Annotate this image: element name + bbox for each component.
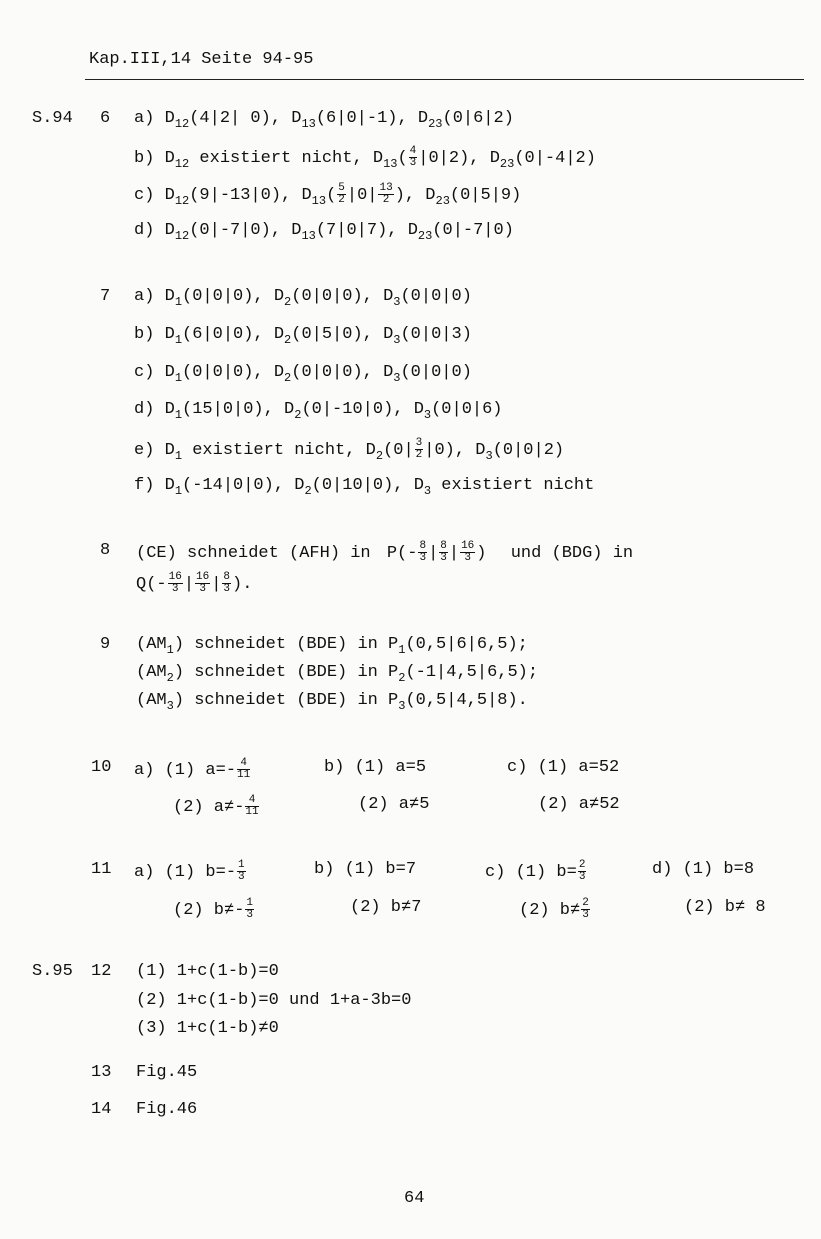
answer-12-3: (3) 1+c(1-b)≠0 (136, 1019, 279, 1038)
exercise-number: 7 (100, 287, 111, 306)
fraction: $\frac{8}{3}$ (440, 540, 447, 564)
fraction: $\frac{16}{3}$ (168, 571, 182, 595)
fraction: $\frac{1}{3}$ (246, 897, 254, 921)
answer-10b-1: b) (1) a=5 (324, 758, 427, 777)
fraction: $\frac{1}{3}$ (238, 859, 245, 883)
fraction: $\frac{2}{3}$ (578, 859, 586, 883)
answer-10a-1: a) (1) a=- $\frac{4}{11}$ (134, 757, 251, 781)
page-ref-s94: S.94 (32, 109, 73, 128)
answer-7a: a) $D_1(0|0|0)$, $D_2(0|0|0)$, $D_3(0|0|0)$ (134, 287, 472, 309)
answer-10a-2: (2) a≠- $\frac{4}{11}$ (173, 794, 259, 818)
answer-7b: b) $D_1(6|0|0)$, $D_2(0|5|0)$, $D_3(0|0|3)$ (134, 325, 472, 347)
answer-7d: d) $D_1(15|0|0)$, $D_2(0|-10|0)$, $D_3(0|0|6)$ (134, 400, 503, 422)
answer-8-line1: (CE) schneidet (AFH) in P(- $\frac{8}{3}$ | $\frac{8}{3}$ | $\frac{16}{3}$ ) und (BDG) in (136, 540, 634, 564)
answer-7c: c) $D_1(0|0|0)$, $D_2(0|0|0)$, $D_3(0|0|0)$ (134, 363, 472, 385)
exercise-number: 6 (100, 109, 111, 128)
answer-11d-1: d) (1) b=8 (652, 860, 755, 879)
answer-7f: f) $D_1(-14|0|0)$, $D_2(0|10|0)$, $D_3$ existiert nicht (134, 476, 595, 498)
exercise-number: 9 (100, 635, 111, 654)
answer-10c-1: c) (1) a=52 (507, 758, 620, 777)
answer-10c-2: (2) a≠52 (538, 795, 620, 814)
answer-12-2: (2) 1+c(1-b)=0 und 1+a-3b=0 (136, 991, 412, 1010)
fraction: $\frac{8}{3}$ (419, 540, 427, 564)
answer-12-1: (1) 1+c(1-b)=0 (136, 962, 279, 981)
answer-11b-1: b) (1) b=7 (314, 860, 417, 879)
answer-10b-2: (2) a≠5 (358, 795, 430, 814)
fraction: $\frac{3}{2}$ (415, 437, 423, 461)
fraction: $\frac{16}{3}$ (196, 571, 210, 595)
answer-7e: e) $D_1$ existiert nicht, $D_2(0|$ $\frac{3}{2}$ |0), $D_3(0|0|2)$ (134, 437, 565, 463)
header-rule (85, 79, 804, 80)
exercise-number: 10 (91, 758, 112, 777)
answer-13: Fig.45 (136, 1063, 198, 1082)
fraction: $\frac{4}{11}$ (245, 794, 259, 818)
exercise-number: 12 (91, 962, 112, 981)
answer-11a-1: a) (1) b=- $\frac{1}{3}$ (134, 859, 245, 883)
exercise-number: 11 (91, 860, 112, 879)
page-header: Kap.III,14 Seite 94-95 (89, 50, 314, 69)
fraction: $\frac{2}{3}$ (582, 897, 589, 921)
answer-9-line2: $(AM_2)$ schneidet (BDE) in $P_2(-1|4,5|6,5)$; (136, 663, 539, 685)
answer-8-line2: Q(- $\frac{16}{3}$ | $\frac{16}{3}$ | $\frac{8}{3}$ ). (136, 571, 253, 595)
page-number: 64 (404, 1189, 425, 1208)
answer-11c-2: (2) b≠ $\frac{2}{3}$ (519, 897, 589, 921)
fraction: $\frac{4}{11}$ (237, 757, 251, 781)
answer-11c-1: c) (1) b= $\frac{2}{3}$ (485, 859, 586, 883)
answer-9-line1: $(AM_1)$ schneidet (BDE) in $P_1(0,5|6|6,5)$; (136, 635, 528, 657)
answer-11d-2: (2) b≠ 8 (684, 898, 766, 917)
fraction: $\frac{8}{3}$ (223, 571, 231, 595)
answer-9-line3: $(AM_3)$ schneidet (BDE) in $P_3(0,5|4,5|8)$. (136, 691, 528, 713)
answer-11b-2: (2) b≠7 (350, 898, 422, 917)
fraction: $\frac{5}{2}$ (338, 182, 345, 206)
page-ref-s95: S.95 (32, 962, 73, 981)
answer-11a-2: (2) b≠- $\frac{1}{3}$ (173, 897, 254, 921)
exercise-number: 8 (100, 541, 111, 560)
answer-14: Fig.46 (136, 1100, 198, 1119)
fraction: $\frac{16}{3}$ (461, 540, 475, 564)
answer-6c: c) $D_{12}(9|-13|0)$, $D_{13}$( $\frac{5}{2}$ |0| $\frac{13}{2}$ ), $D_{23}(0|5|9)$ (134, 182, 522, 208)
answer-6d: d) $D_{12}(0|-7|0)$, $D_{13}(7|0|7)$, $D_{23}(0|-7|0)$ (134, 221, 514, 243)
answer-6a: a) $D_{12}(4|2|$ 0), $D_{13}(6|0|-1)$, $D_{23}(0|6|2)$ (134, 109, 514, 131)
exercise-number: 13 (91, 1063, 112, 1082)
answer-6b: b) $D_{12}$ existiert nicht, $D_{13}$( $\frac{4}{3}$ |0|2), $D_{23}(0|-4|2)$ (134, 145, 596, 171)
fraction: $\frac{4}{3}$ (409, 145, 417, 169)
exercise-number: 14 (91, 1100, 112, 1119)
fraction: $\frac{13}{2}$ (379, 182, 393, 206)
